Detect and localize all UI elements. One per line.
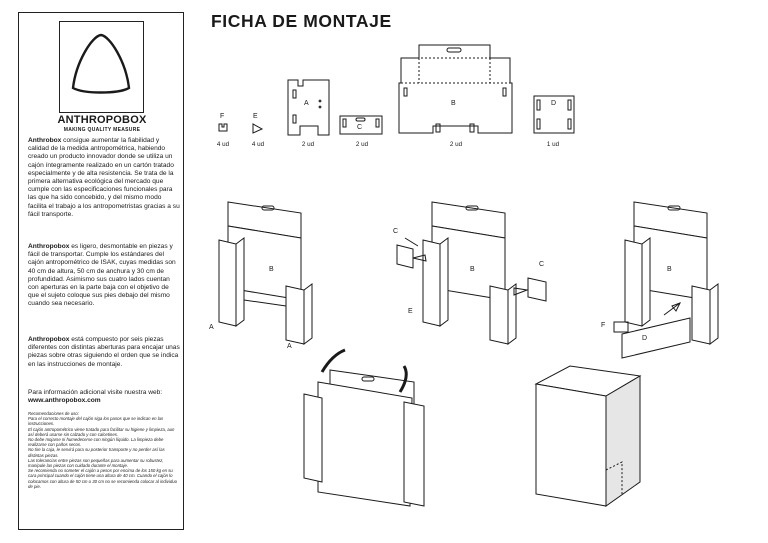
step2-label-e: E xyxy=(408,308,413,315)
step3-label-d: D xyxy=(642,335,648,342)
assembly-step-4 xyxy=(304,350,424,506)
website-link[interactable]: www.anthropobox.com xyxy=(28,397,101,405)
intro-paragraph-1: Anthrobox consigue aumentar la fiabilidad y calidad de la medida antropométrica, habiendo creado un producto innovador donde se utiliza un cajón íntegramente realizado en un cartón tratado especialmente y de alta resistencia. Se trata de la primera alternativa ecológica del mercado que cumple con las especificaciones funcionales para las que ha sido concebido, y del mismo modo facilita el trabajo a los antropometristas gracias a su fácil transporte. xyxy=(28,137,180,218)
piece-label-c: C xyxy=(357,124,363,131)
recommendation-item: No debe mojarse ni humedecerse con ningún líquido. La limpieza debe realizarse con paños secos. xyxy=(28,437,164,448)
recommendation-item: El cajón antropométrico viene tratado para facilitar su higiene y limpieza, aun así deberá usarse sin calzado y con calcetines. xyxy=(28,426,175,437)
piece-label-e: E xyxy=(253,113,258,120)
piece-qty-d: 1 ud xyxy=(546,141,560,148)
recommendation-item: Las tolerancias entre piezas son pequeñas para aumentar su robustez, manipule las piezas con cuidado durante el montaje. xyxy=(28,457,164,469)
piece-label-b: B xyxy=(451,100,456,107)
piece-qty-b: 2 ud xyxy=(449,141,463,148)
piece-label-d: D xyxy=(551,100,557,107)
step3-label-b: B xyxy=(667,266,672,273)
intro-paragraph-3: Anthropobox está compuesto por seis piezas diferentes con distintas aberturas para encajar unas piezas sobre otras siguiendo el orden que se indica en las instrucciones de montaje. xyxy=(28,336,180,368)
piece-e-drawing xyxy=(253,124,262,133)
website-paragraph: Para información adicional visite nuestra web: www.anthropobox.com xyxy=(28,389,163,405)
step1-label-b: B xyxy=(269,266,274,273)
piece-qty-e: 4 ud xyxy=(251,141,265,148)
recommendation-item: Se recomienda no someter el cajón a pesos por encima de los 150 kg en su cara principal cuando el cajón tiene una altura de 40 cm. Cuando el cajón lo colocamos con altura de 50 cm o 30 cm no se recomienda colocar al individuo de pie. xyxy=(28,468,178,489)
recommendation-item: Para el correcto montaje del cajón siga los pasos que se indican en las instrucciones. xyxy=(28,416,164,427)
piece-f-drawing xyxy=(219,124,227,131)
step1-label-a-left: A xyxy=(209,324,214,331)
piece-label-f: F xyxy=(220,113,225,120)
brand-name: ANTHROPOBOX xyxy=(57,114,147,126)
step2-label-c-right: C xyxy=(539,261,545,268)
piece-label-a: A xyxy=(304,100,309,107)
piece-qty-f: 4 ud xyxy=(216,141,230,148)
piece-qty-c: 2 ud xyxy=(355,141,369,148)
piece-a-drawing xyxy=(288,80,329,135)
recommendation-item: Recomendaciones de uso: xyxy=(28,411,79,416)
step1-label-a-right: A xyxy=(287,343,292,350)
assembly-step-5 xyxy=(536,366,640,506)
assembly-step-1 xyxy=(219,202,312,344)
assembly-step-2 xyxy=(397,202,546,344)
brand-tagline: MAKING QUALITY MEASURE xyxy=(63,127,141,133)
page-title: FICHA DE MONTAJE xyxy=(211,11,392,31)
step2-label-c-left: C xyxy=(393,228,399,235)
recommendation-item: No tire la caja, le servirá para su posterior transporte y no perder así las distintas piezas. xyxy=(28,447,165,458)
intro-paragraph-2: Anthropobox es ligero, desmontable en piezas y fácil de transportar. Cumple los estándares del cajón antropométrico de ISAK, cuyas medidas son 40 cm de altura, 50 cm de anchura y 30 cm de profundidad. Asimismo sus cuatro lados cuentan con aperturas en la parte baja con el objetivo de que el sujeto coloque sus pies debajo del mismo cuando sea necesario. xyxy=(28,243,176,308)
piece-b-drawing xyxy=(399,45,512,133)
assembly-step-3 xyxy=(614,202,718,358)
step3-label-f: F xyxy=(601,322,606,329)
step2-label-b: B xyxy=(470,266,475,273)
piece-qty-a: 2 ud xyxy=(301,141,315,148)
